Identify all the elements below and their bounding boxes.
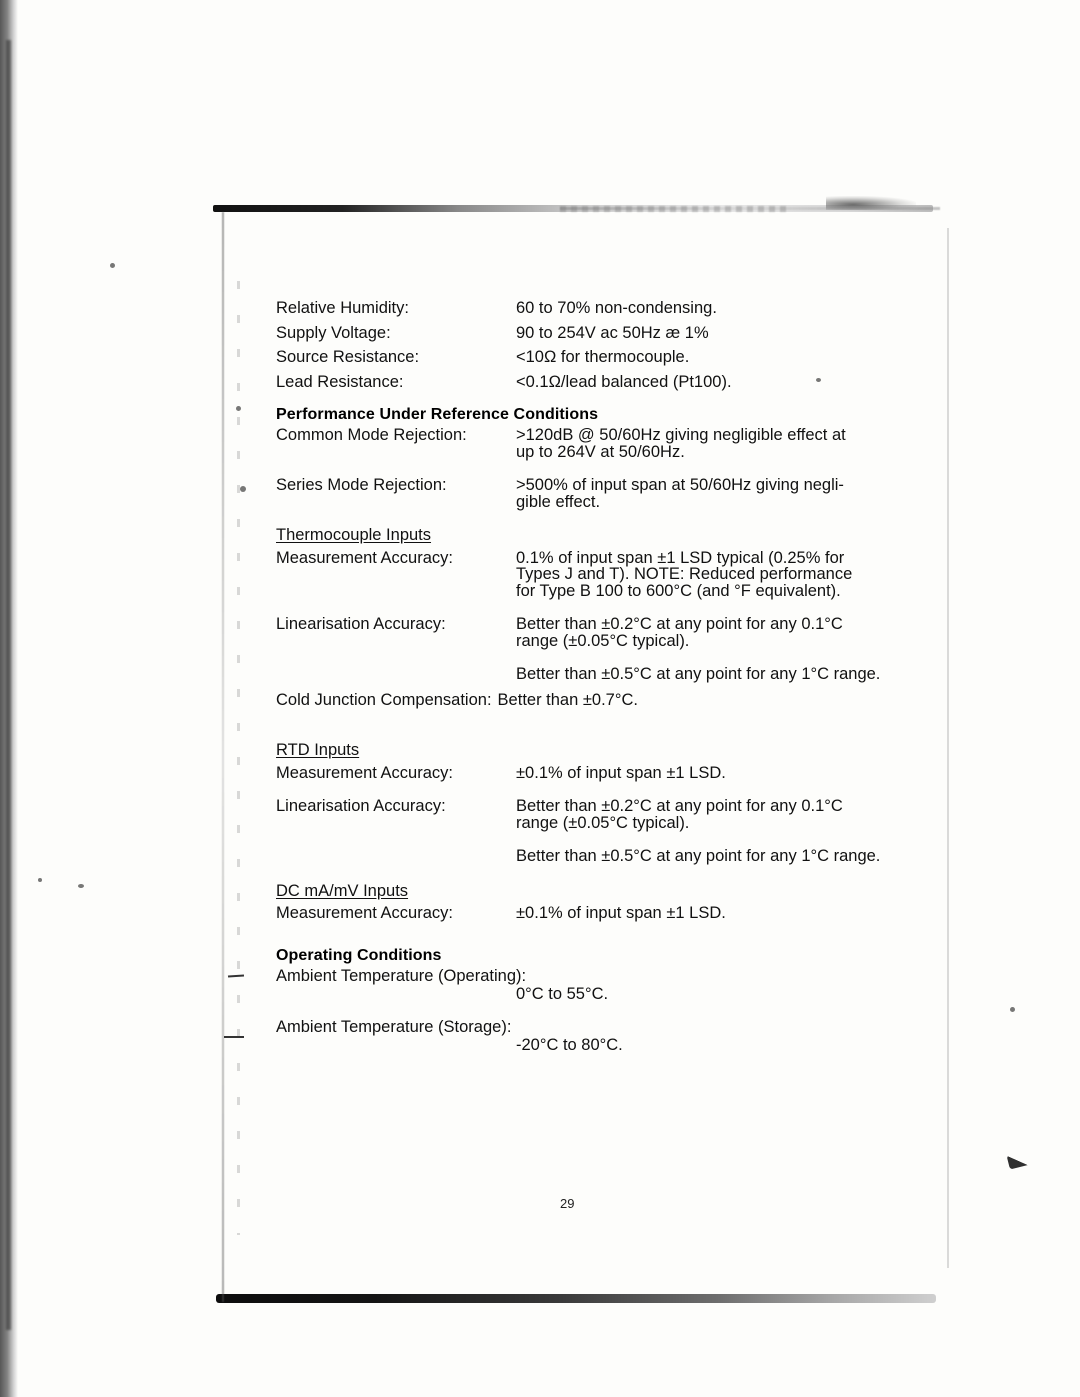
scan-speck xyxy=(236,406,241,411)
spec-row xyxy=(276,765,916,782)
spec-row xyxy=(276,349,916,366)
spec-value xyxy=(516,300,916,317)
spec-value-line: 0°C to 55°C. xyxy=(516,984,609,1003)
spec-row xyxy=(276,616,916,649)
scan-speck xyxy=(240,486,246,492)
subsection-heading-rtd xyxy=(276,742,916,765)
margin-tick-mark xyxy=(224,1036,244,1038)
scan-speck xyxy=(38,878,42,882)
spec-value xyxy=(516,349,916,366)
spec-value-line: range. xyxy=(833,665,881,683)
spec-label: Supply Voltage: xyxy=(276,323,391,342)
spec-value-line: ±0.1% of input span ±1 LSD. xyxy=(516,904,726,922)
spec-row xyxy=(276,374,916,391)
spec-label-line: Ambient Temperature xyxy=(276,1018,434,1036)
subsection-heading-dc xyxy=(276,883,916,906)
spec-value-line: ±0.1% of input span ±1 LSD. xyxy=(516,763,726,782)
spec-label: Linearisation Accuracy: xyxy=(276,615,446,633)
spec-value xyxy=(516,765,916,782)
subsection-heading-thermocouple xyxy=(276,527,916,550)
spec-row xyxy=(276,968,916,1003)
spec-row xyxy=(276,300,916,317)
spec-value-line: -20°C to 80°C. xyxy=(516,1036,623,1054)
spec-value-line: Better than ±0.2°C at any point for any 0.1°C xyxy=(516,797,843,815)
spec-row xyxy=(276,1019,916,1054)
spec-value-line: range (±0.05°C typical). xyxy=(516,631,690,650)
spec-value xyxy=(516,477,916,510)
spec-value-line: range (±0.05°C typical). xyxy=(516,813,690,832)
subsection-title: DC mA/mV Inputs xyxy=(276,881,409,900)
top-smudge-mark xyxy=(826,196,916,210)
spec-value xyxy=(516,616,916,649)
spec-label: Series Mode Rejection: xyxy=(276,476,447,494)
spec-value-line: <0.1Ω/lead balanced (Pt100). xyxy=(516,372,732,391)
spec-label: Cold Junction Compensation: xyxy=(276,690,492,709)
spec-value: Better than ±0.7°C. xyxy=(497,690,638,709)
spec-value-line: >500% of input span at 50/60Hz giving negli- xyxy=(516,476,844,494)
top-faint-artifact xyxy=(560,206,790,212)
spec-row xyxy=(276,905,916,922)
spec-label xyxy=(276,1019,516,1036)
spec-value-line: 90 to 254V ac 50Hz æ 1% xyxy=(516,323,709,342)
spec-value-line: Better than ±0.5°C at any point for any 1°C xyxy=(516,847,830,865)
spec-label: Measurement Accuracy: xyxy=(276,904,453,922)
bottom-horizontal-rule xyxy=(216,1294,936,1303)
spec-value-line: range. xyxy=(833,847,881,865)
spec-value-line: 0.1% of input span ±1 LSD typical (0.25% for xyxy=(516,548,845,567)
spec-value-line: 60 to 70% non-condensing. xyxy=(516,299,717,317)
spec-label-line: Ambient Temperature xyxy=(276,966,434,985)
spec-label: Relative Humidity: xyxy=(276,299,409,317)
binding-line xyxy=(222,212,224,1302)
spec-label: Lead Resistance: xyxy=(276,372,404,391)
spec-value xyxy=(516,325,916,342)
binding-tick-marks xyxy=(237,255,240,1235)
spec-value-line: up to 264V at 50/60Hz. xyxy=(516,442,685,461)
spec-value-line: Types J and T). NOTE: Reduced performance xyxy=(516,565,853,583)
spec-row xyxy=(276,798,916,831)
subsection-title: Thermocouple Inputs xyxy=(276,526,432,544)
scan-speck xyxy=(78,884,84,888)
spec-label-line: (Operating): xyxy=(438,966,527,985)
spec-label: Measurement Accuracy: xyxy=(276,763,453,782)
spec-value-line: >120dB @ 50/60Hz giving negligible effect at xyxy=(516,426,846,444)
scan-edge-left-dark-band xyxy=(6,40,11,1330)
spec-value xyxy=(516,905,916,922)
right-edge-artifact xyxy=(947,228,949,1268)
spec-value xyxy=(516,1019,916,1054)
section-heading-performance: Performance Under Reference Conditions xyxy=(276,406,599,423)
margin-tick-mark xyxy=(228,974,244,977)
spec-row-cold-junction xyxy=(276,692,916,709)
spec-label-line: (Storage): xyxy=(438,1018,512,1036)
ink-swoosh-mark xyxy=(1007,1151,1032,1170)
spec-row xyxy=(276,427,916,460)
scan-speck xyxy=(110,263,115,268)
spec-continuation xyxy=(516,666,916,683)
spec-continuation xyxy=(516,848,916,865)
spec-label: Linearisation Accuracy: xyxy=(276,797,446,815)
spec-label: Measurement Accuracy: xyxy=(276,548,453,567)
spec-value xyxy=(516,427,916,460)
spec-value xyxy=(516,968,916,1003)
spec-value-line: gible effect. xyxy=(516,492,601,511)
subsection-title: RTD Inputs xyxy=(276,741,360,759)
spec-row xyxy=(276,325,916,342)
spec-value-line: <10Ω for thermocouple. xyxy=(516,348,690,366)
spec-row xyxy=(276,550,916,600)
spec-label: Source Resistance: xyxy=(276,348,420,366)
specification-text-block xyxy=(276,300,916,1062)
spec-label xyxy=(276,966,527,985)
section-heading-operating: Operating Conditions xyxy=(276,946,442,964)
spec-label: Common Mode Rejection: xyxy=(276,426,467,444)
spec-value-line: Better than ±0.2°C at any point for any 0.1°C xyxy=(516,615,843,633)
spec-value xyxy=(516,798,916,831)
spec-value-line: for Type B 100 to 600°C (and °F equivalent). xyxy=(516,581,841,600)
scan-speck xyxy=(1010,1007,1015,1012)
spec-value xyxy=(516,374,916,391)
page-number: 29 xyxy=(560,1196,575,1211)
spec-value-line: Better than ±0.5°C at any point for any 1°C xyxy=(516,665,830,683)
spec-value xyxy=(516,550,916,600)
spec-row xyxy=(276,477,916,510)
